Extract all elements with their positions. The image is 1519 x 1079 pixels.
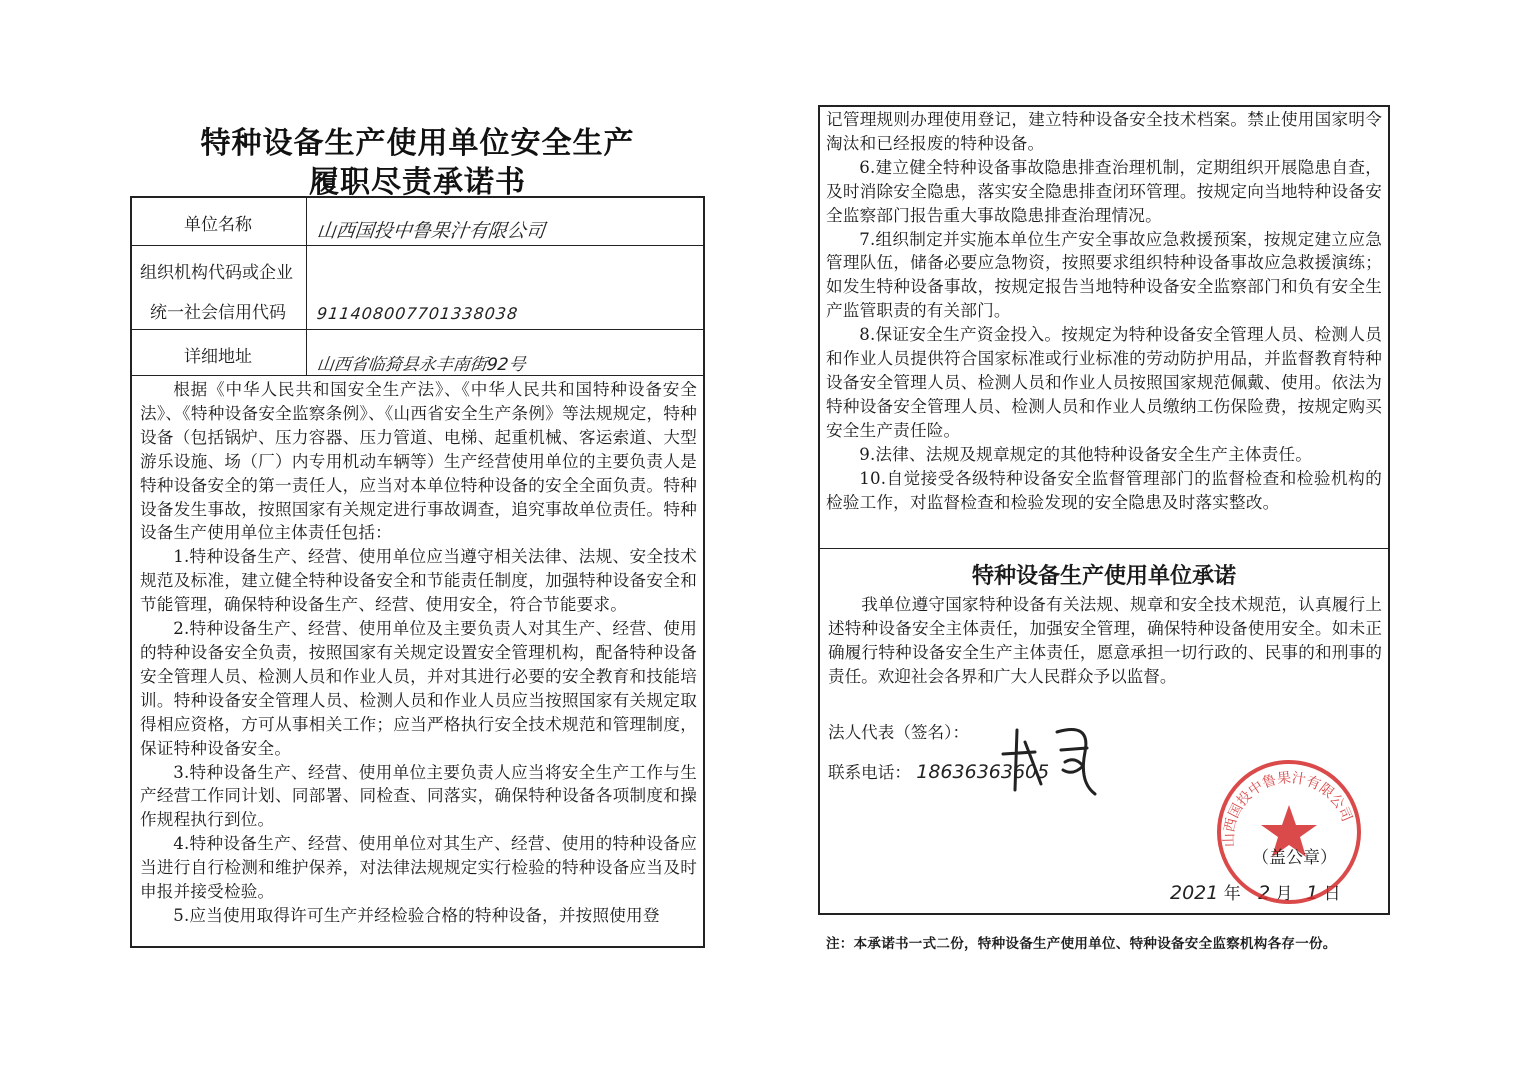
date-month-unit: 月 xyxy=(1275,884,1293,904)
phone-value: 18636363605 xyxy=(916,761,1050,783)
date-year-unit: 年 xyxy=(1223,884,1241,904)
clause-10: 10.自觉接受各级特种设备安全监督管理部门的监督检查和检验机构的检验工作，对监督检查和检验发现的安全隐患及时落实整改。 xyxy=(826,468,1382,512)
phone-label: 联系电话： xyxy=(828,763,911,782)
legal-rep-label: 法人代表（签名）： xyxy=(828,723,970,742)
clause-1: 1.特种设备生产、经营、使用单位应当遵守相关法律、法规、安全技术规范及标准，建立健全特种设备安全和节能责任制度，加强特种设备安全和节能管理，确保特种设备生产、经营、使用安全，符合节能要求。 xyxy=(140,547,697,615)
intro-paragraph: 根据《中华人民共和国安全生产法》、《中华人民共和国特种设备安全法》、《特种设备安全监察条例》、《山西省安全生产条例》等法规规定，特种设备（包括锅炉、压力容器、压力管道、电梯、起重机械、客运索道、大型游乐设施、场（厂）内专用机动车辆等）生产经营使用单位的主要负责人是特种设备安全的第一责任人，应当对本单位特种设备的安全全面负责。特种设备发生事故，按照国家有关规定进行事故调查，追究事故单位责任。特种设备生产使用单位主体责任包括： xyxy=(140,380,697,543)
address-label: 详细地址 xyxy=(184,347,252,367)
clause-3: 3.特种设备生产、经营、使用单位主要负责人应当将安全生产工作与生产经营工作同计划、同部署、同检查、同落实，确保特种设备各项制度和操作规程执行到位。 xyxy=(140,762,697,830)
clause-5-start: 5.应当使用取得许可生产并经检验合格的特种设备，并按照使用登 xyxy=(173,905,660,925)
credit-code-label-line2: 统一社会信用代码 xyxy=(150,303,286,323)
unit-name-label-cell xyxy=(132,198,307,245)
clause-8: 8.保证安全生产资金投入。按规定为特种设备安全管理人员、检测人员和作业人员提供符合国家标准或行业标准的劳动防护用品，并监督教育特种设备安全管理人员、检测人员和作业人员按照国家规范佩戴、使用。依法为特种设备安全管理人员、检测人员和作业人员缴纳工伤保险费，按规定购买安全生产责任险。 xyxy=(826,325,1382,440)
unit-name-row xyxy=(132,198,703,246)
credit-code-value: 911408007701338038 xyxy=(316,304,520,323)
clause-7: 7.组织制定并实施本单位生产安全事故应急救援预案，按规定建立应急管理队伍，储备必要应急物资，按照要求组织特种设备事故应急救援演练；如发生特种设备事故，按规定报告当地特种设备安全监察部门和负有安全生产监管职责的有关部门。 xyxy=(826,229,1382,321)
credit-code-row xyxy=(132,246,703,330)
address-value: 山西省临猗县永丰南街92号 xyxy=(315,355,527,375)
unit-name-value: 山西国投中鲁果汁有限公司 xyxy=(315,220,547,242)
credit-code-label-cell xyxy=(132,246,307,329)
clause-5-continued: 记管理规则办理使用登记，建立特种设备安全技术档案。禁止使用国家明令淘汰和已经报废的特种设备。 xyxy=(826,110,1382,153)
date-day-unit: 日 xyxy=(1323,884,1341,904)
footnote: 注：本承诺书一式二份，特种设备生产使用单位、特种设备安全监察机构各存一份。 xyxy=(826,936,1337,952)
left-body-text xyxy=(140,378,697,928)
right-clauses-section xyxy=(820,107,1388,549)
seal-text: 山西国投中鲁果汁有限公司 xyxy=(1221,770,1355,848)
date-month: 2 xyxy=(1258,882,1271,904)
company-seal xyxy=(1212,755,1367,910)
clause-4: 4.特种设备生产、经营、使用单位对其生产、经营、使用的特种设备应当进行自行检测和维护保养，对法律法规规定实行检验的特种设备应当及时申报并接受检验。 xyxy=(140,834,697,902)
address-label-cell xyxy=(132,330,307,375)
pledge-text: 我单位遵守国家特种设备有关法规、规章和安全技术规范，认真履行上述特种设备安全主体责任，加强安全管理，确保特种设备使用安全。如未正确履行特种设备安全生产主体责任，愿意承担一切行政的、民事的和刑事的责任。欢迎社会各界和广大人民群众予以监督。 xyxy=(828,595,1382,686)
pledge-title: 特种设备生产使用单位承诺 xyxy=(971,563,1236,589)
clause-6: 6.建立健全特种设备事故隐患排查治理机制，定期组织开展隐患自查，及时消除安全隐患，落实安全隐患排查闭环管理。按规定向当地特种设备安全监察部门报告重大事故隐患排查治理情况。 xyxy=(826,157,1382,225)
document-title-line1: 特种设备生产使用单位安全生产 xyxy=(200,126,635,161)
legal-rep-signature xyxy=(995,712,1120,802)
right-body-text xyxy=(826,108,1382,514)
stamp-label: （盖公章） xyxy=(1252,848,1337,868)
unit-name-label: 单位名称 xyxy=(184,215,252,235)
clause-9: 9.法律、法规及规章规定的其他特种设备安全生产主体责任。 xyxy=(859,444,1313,464)
document-title-line2: 履职尽责承诺书 xyxy=(309,165,526,200)
date-day: 1 xyxy=(1306,882,1319,904)
credit-code-label-line1: 组织机构代码或企业 xyxy=(140,263,293,283)
left-commitment-table xyxy=(130,196,705,948)
clause-2: 2.特种设备生产、经营、使用单位及主要负责人对其生产、经营、使用的特种设备安全负责，按照国家有关规定设置安全管理机构，配备特种设备安全管理人员、检测人员和作业人员，并对其进行必要的安全教育和技能培训。特种设备安全管理人员、检测人员和作业人员应当按照国家有关规定取得相应资格，方可从事相关工作；应当严格执行安全技术规范和管理制度，保证特种设备安全。 xyxy=(140,619,697,758)
address-row xyxy=(132,330,703,376)
date-year: 2021 xyxy=(1170,882,1219,904)
pledge-body xyxy=(828,593,1382,689)
